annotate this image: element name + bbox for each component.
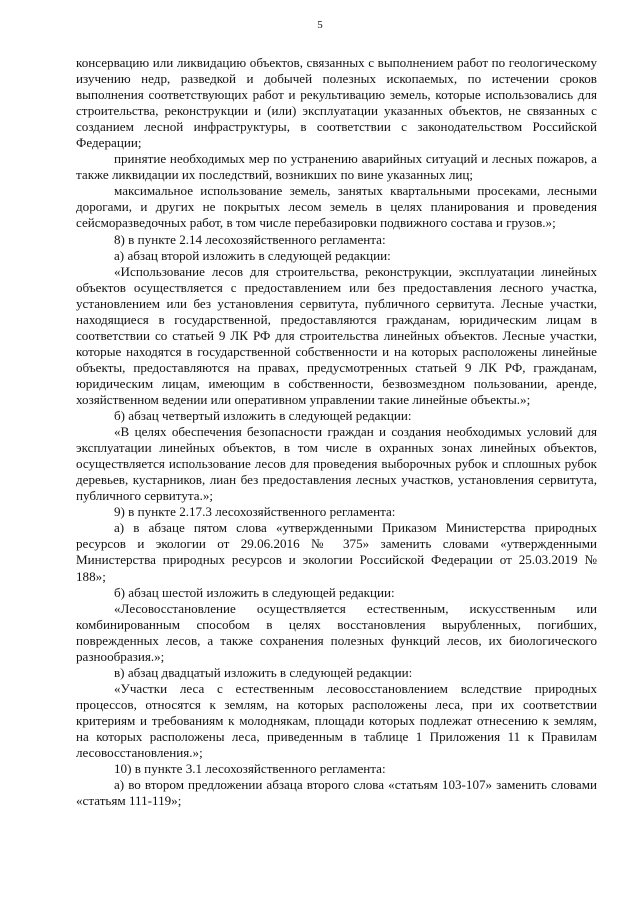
paragraph: б) абзац четвертый изложить в следующей редакции:	[114, 408, 412, 424]
paragraph: а) абзац второй изложить в следующей редакции:	[114, 247, 391, 263]
paragraph: 10) в пункте 3.1 лесохозяйственного регламента:	[114, 761, 386, 777]
paragraph: консервацию или ликвидацию объектов, связанных с выполнением работ по геологическому изучению недр, разведкой и добычей полезных ископаемых, по истечении сроков выполнения соответствующих работ и рекультивацию земель, которые использовались для строительства, реконструкции и (или) эксплуатации указанных объектов, не связанных с созданием лесной инфраструктуры, в соответствии с законодательством Российской Федерации;	[76, 55, 597, 151]
document-body	[76, 55, 597, 809]
paragraph: максимальное использование земель, занятых квартальными просеками, лесными дорогами, и других не покрытых лесом земель в целях планирования и проведения сейсморазведочных работ, в том числе перебазировки подвижного состава и грузов.»;	[76, 183, 597, 231]
paragraph: 8) в пункте 2.14 лесохозяйственного регламента:	[114, 231, 386, 247]
paragraph: «Лесовосстановление осуществляется естественным, искусственным или комбинированным способом в целях восстановления вырубленных, погибших, поврежденных лесов, а также сохранения полезных функций лесов, их биологического разнообразия.»;	[76, 600, 597, 664]
paragraph: «В целях обеспечения безопасности граждан и создания необходимых условий для эксплуатации линейных объектов, в том числе в охранных зонах линейных объектов, осуществляется использование лесов для проведения выборочных рубок и сплошных рубок деревьев, кустарников, лиан без предоставления лесных участков, установления сервитута, публичного сервитута.»;	[76, 424, 597, 504]
paragraph: а) в абзаце пятом слова «утвержденными Приказом Министерства природных ресурсов и экологии от 29.06.2016 № 375» заменить словами «утвержденными Министерства природных ресурсов и экологии Российской Федерации от 25.03.2019 № 188»;	[76, 520, 597, 584]
paragraph: б) абзац шестой изложить в следующей редакции:	[114, 584, 395, 600]
paragraph: а) во втором предложении абзаца второго слова «статьям 103-107» заменить словами «статьям 111-119»;	[76, 777, 597, 809]
paragraph: «Использование лесов для строительства, реконструкции, эксплуатации линейных объектов осуществляется с предоставлением или без предоставления лесного участка, установлением или без установления сервитута, публичного сервитута. Лесные участки, находящиеся в государственной, предоставляются гражданам, юридическим лицам в соответствии со статьей 9 ЛК РФ для строительства линейных объектов. Лесные участки, которые находятся в государственной собственности и на которых расположены линейные объекты, предоставляются на правах, предусмотренных статьей 9 ЛК РФ, гражданам, юридическим лицам, имеющим в собственности, безвозмездном пользовании, аренде, хозяйственном ведении или оперативном управлении такие линейные объекты.»;	[76, 263, 597, 407]
paragraph: принятие необходимых мер по устранению аварийных ситуаций и лесных пожаров, а также ликвидации их последствий, возникших по вине указанных лиц;	[76, 151, 597, 183]
paragraph: в) абзац двадцатый изложить в следующей редакции:	[114, 664, 413, 680]
paragraph: 9) в пункте 2.17.3 лесохозяйственного регламента:	[114, 504, 396, 520]
page-number: 5	[317, 19, 323, 31]
paragraph: «Участки леса с естественным лесовосстановлением вследствие природных процессов, относятся к землям, на которых расположены леса, при их соответствии критериям и требованиям к молоднякам, площади которых подлежат отнесению к землям, на которых расположены леса, приведенным в таблице 1 Приложения 11 к Правилам лесовосстановления.»;	[76, 680, 597, 761]
